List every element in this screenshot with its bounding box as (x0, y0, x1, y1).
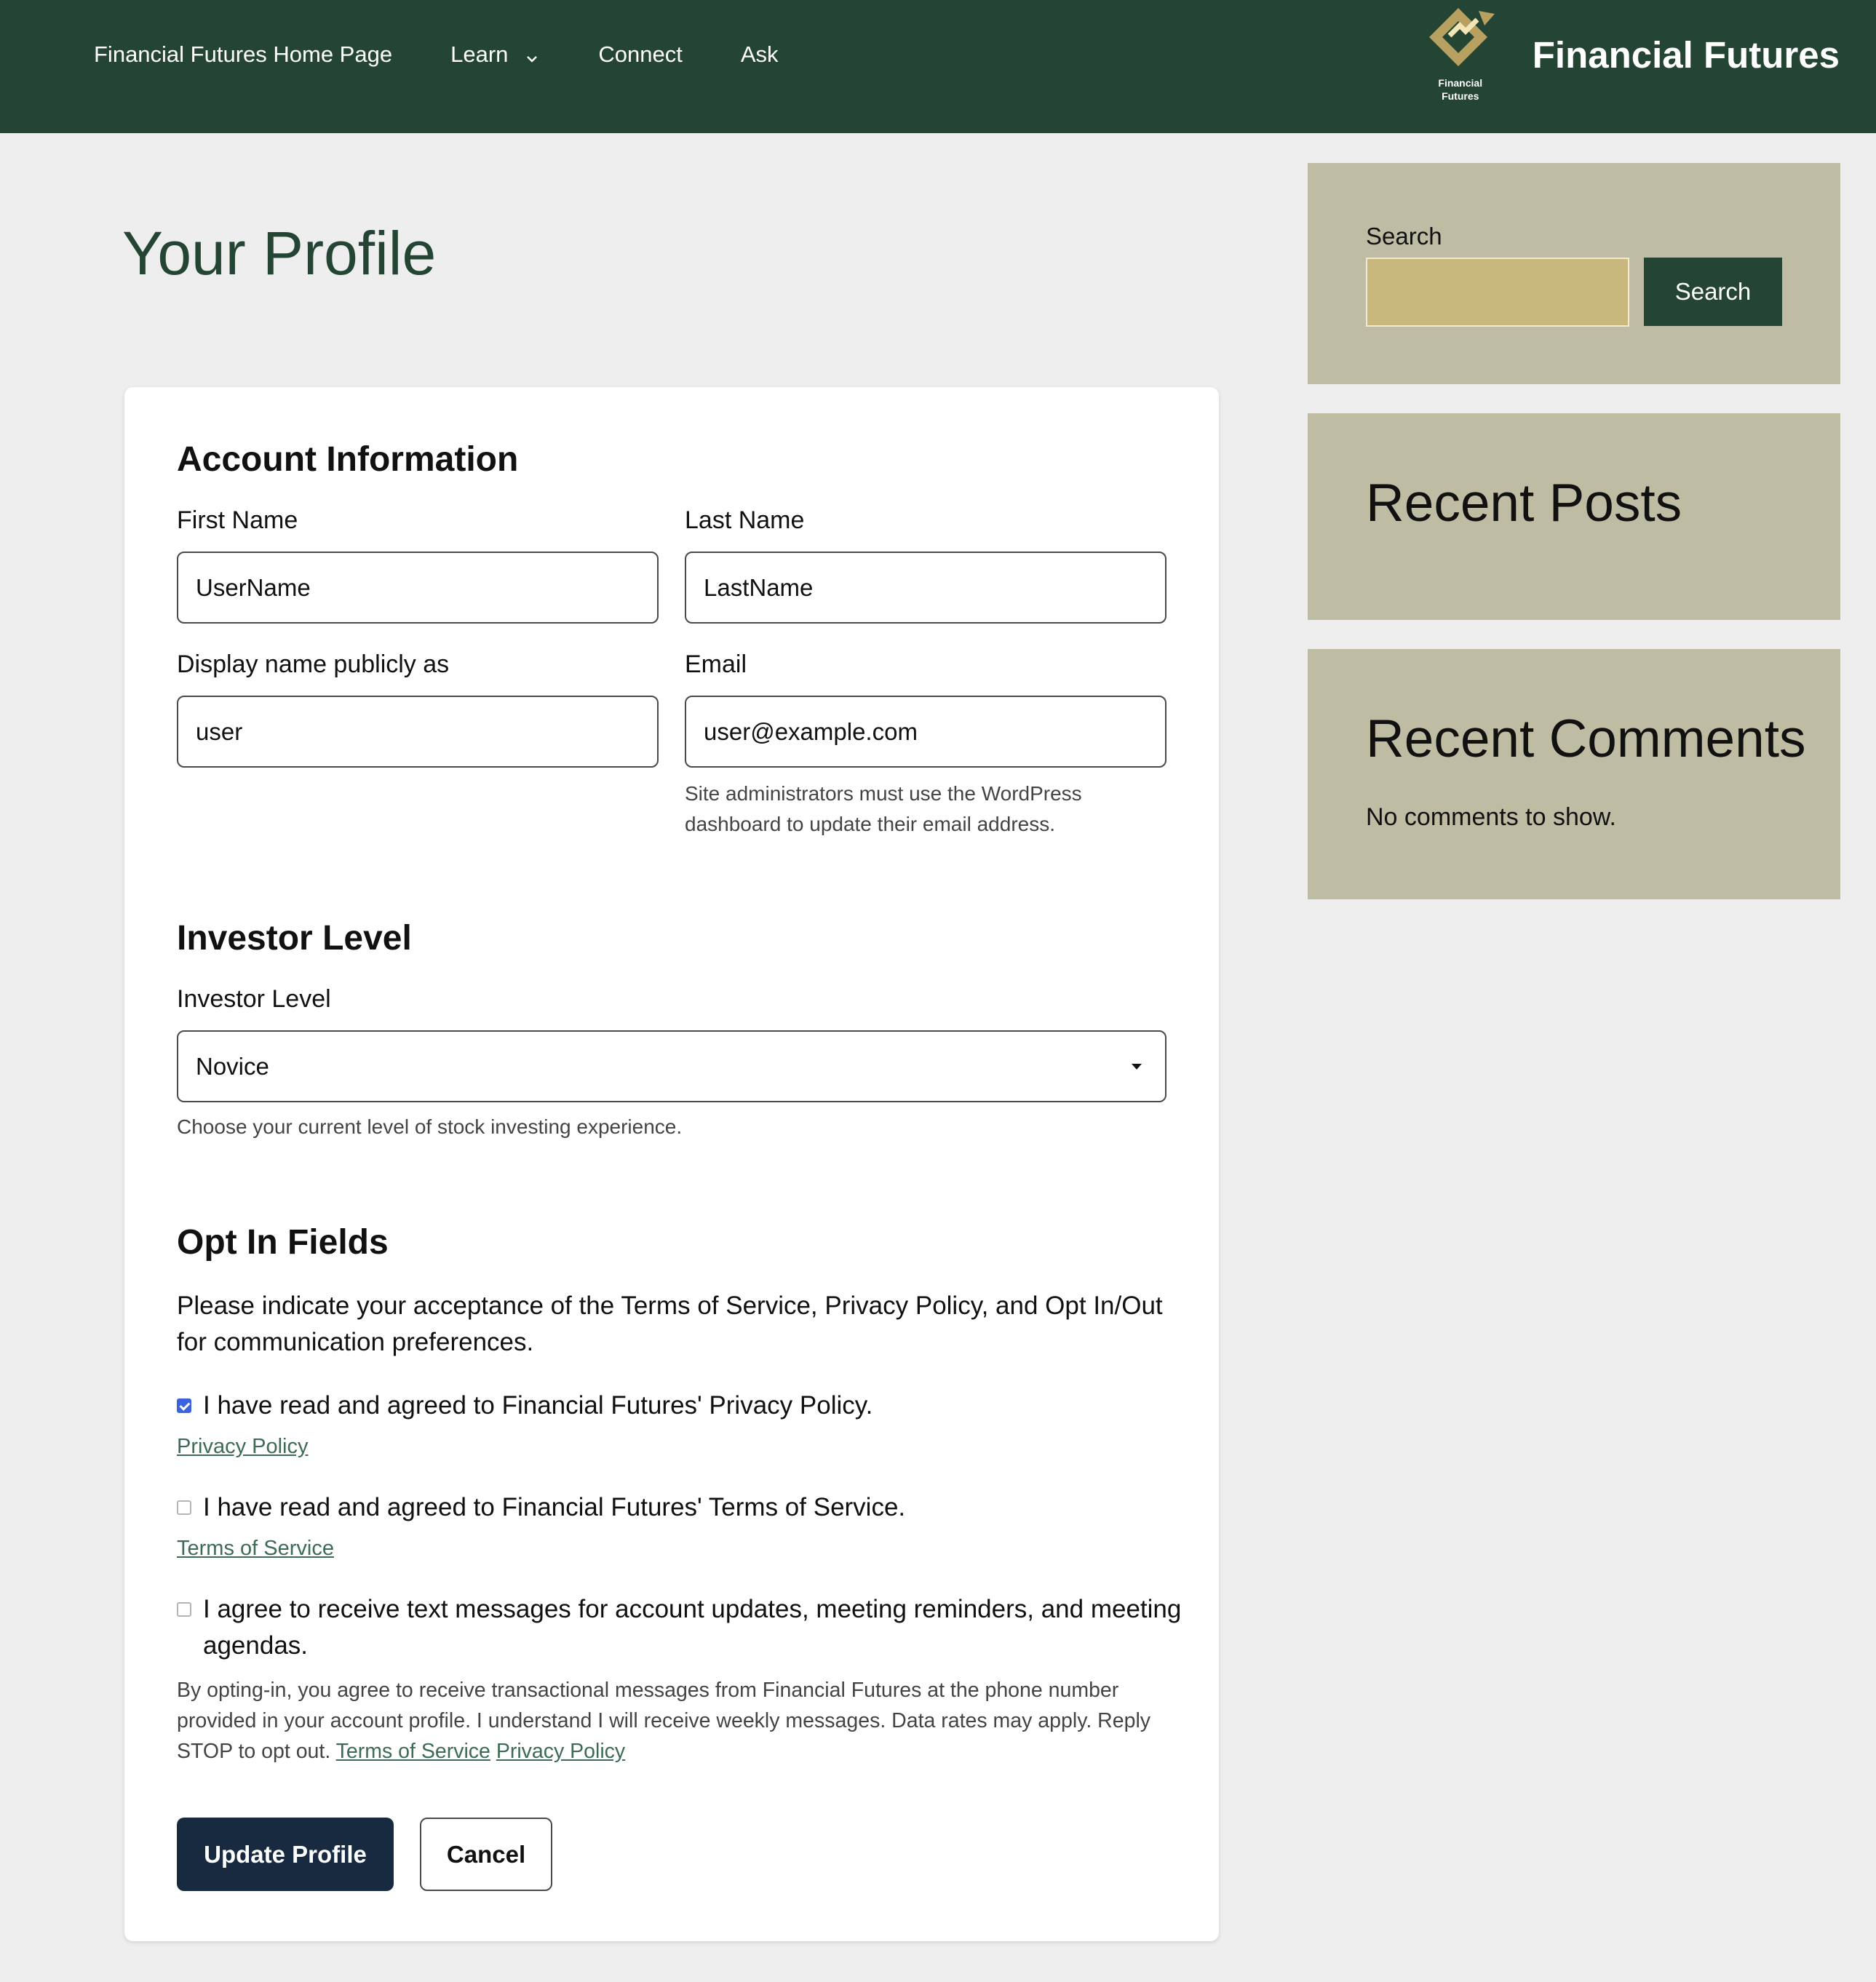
caret-down-icon (1132, 1064, 1142, 1070)
brand-logo (1418, 4, 1503, 106)
nav-connect[interactable] (598, 41, 682, 68)
chevron-down-icon (524, 47, 540, 63)
privacy-policy-checkbox-label[interactable]: I have read and agreed to Financial Futures' Privacy Policy. (203, 1391, 873, 1420)
logo-text: Financial Futures (1438, 77, 1483, 102)
site-title: Financial Futures (1532, 33, 1840, 76)
display-name-label: Display name publicly as (177, 650, 450, 678)
investor-level-select[interactable] (177, 1030, 1166, 1102)
sms-terms-link[interactable]: Terms of Service (335, 1740, 490, 1763)
last-name-label: Last Name (685, 506, 805, 534)
nav-ask-label: Ask (740, 41, 779, 67)
investor-level-value: Novice (196, 1052, 269, 1080)
investor-level-help: Choose your current level of stock investing experience. (177, 1115, 683, 1138)
email-field[interactable] (685, 696, 1166, 768)
cancel-button[interactable]: Cancel (420, 1818, 552, 1891)
recent-comments-title: Recent Comments (1366, 709, 1806, 768)
search-button[interactable]: Search (1644, 258, 1782, 326)
search-label: Search (1366, 223, 1442, 250)
logo-mark-icon (1418, 4, 1503, 84)
brand[interactable] (1418, 0, 1840, 109)
email-label: Email (685, 650, 747, 678)
no-comments-text: No comments to show. (1366, 803, 1616, 831)
first-name-label: First Name (177, 506, 298, 534)
sms-opt-in-checkbox[interactable] (177, 1602, 191, 1617)
terms-of-service-link[interactable]: Terms of Service (177, 1537, 334, 1560)
display-name-field[interactable] (177, 696, 659, 768)
recent-posts-widget (1308, 413, 1840, 620)
sms-opt-in-checkbox-label[interactable]: I agree to receive text messages for account updates, meeting reminders, and meeting agendas. (203, 1595, 1182, 1660)
search-input[interactable] (1366, 258, 1629, 327)
nav-connect-label: Connect (598, 41, 683, 67)
first-name-field[interactable] (177, 552, 659, 624)
nav-home-label: Financial Futures Home Page (94, 41, 393, 67)
nav-ask[interactable] (741, 41, 779, 68)
investor-level-label: Investor Level (177, 985, 331, 1013)
main-nav (94, 0, 837, 109)
email-help-text: Site administrators must use the WordPress dashboard to update their email address. (685, 782, 1082, 835)
opt-in-heading: Opt In Fields (177, 1223, 389, 1262)
page-title: Your Profile (122, 219, 437, 287)
last-name-field[interactable] (685, 552, 1166, 624)
site-header (0, 0, 1876, 133)
sms-disclaimer: By opting-in, you agree to receive transactional messages from Financial Futures at the phone number provided in your account profile. I understand I will receive weekly messages. Data rates may apply. Reply STOP to opt out. Terms of Service Privacy Policy (177, 1679, 1151, 1763)
recent-comments-widget (1308, 649, 1840, 899)
account-info-heading: Account Information (177, 440, 519, 479)
recent-posts-title: Recent Posts (1366, 474, 1682, 533)
nav-home[interactable] (94, 41, 392, 68)
profile-form-card (124, 387, 1219, 1941)
investor-level-heading: Investor Level (177, 919, 412, 958)
nav-learn-label: Learn (450, 41, 509, 67)
update-profile-button[interactable]: Update Profile (177, 1818, 394, 1891)
terms-of-service-checkbox-label[interactable]: I have read and agreed to Financial Futures' Terms of Service. (203, 1493, 906, 1521)
privacy-policy-link[interactable]: Privacy Policy (177, 1435, 309, 1458)
terms-of-service-checkbox[interactable] (177, 1500, 191, 1515)
privacy-policy-checkbox[interactable] (177, 1398, 191, 1413)
search-widget (1308, 163, 1840, 384)
nav-learn[interactable] (450, 41, 540, 68)
opt-in-intro: Please indicate your acceptance of the Terms of Service, Privacy Policy, and Opt In/Out for communication preferences. (177, 1292, 1163, 1356)
sms-privacy-link[interactable]: Privacy Policy (496, 1740, 626, 1763)
